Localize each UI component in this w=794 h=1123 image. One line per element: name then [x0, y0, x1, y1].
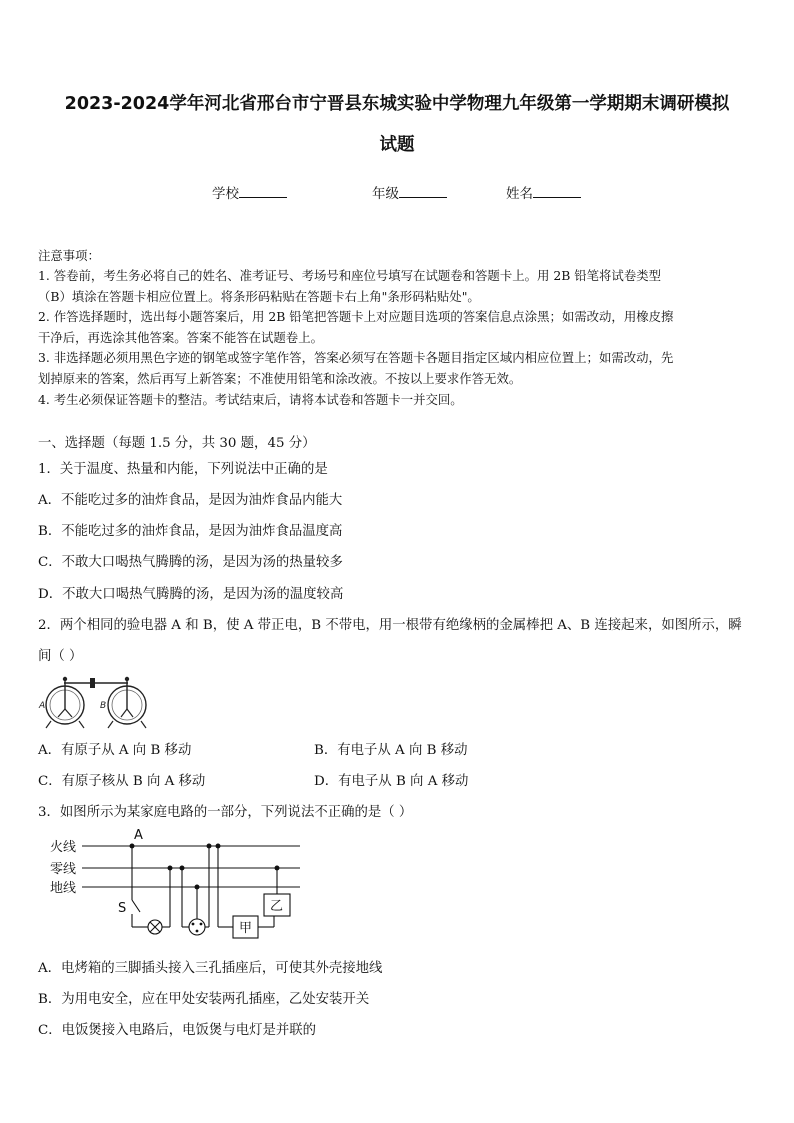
q1-stem: 1．关于温度、热量和内能，下列说法中正确的是	[38, 462, 328, 477]
q1-option-b[interactable]: B．不能吃过多的油炸食品，是因为油炸食品温度高	[38, 524, 343, 539]
section-heading: 一、选择题（每题 1.5 分，共 30 题，45 分）	[38, 436, 316, 451]
name-label: 姓名	[506, 186, 533, 202]
q2-stem: 2．两个相同的验电器 A 和 B，使 A 带正电，B 不带电，用一根带有绝缘柄的金属棒把 A、B 连接起来，如图所示，瞬	[38, 618, 742, 633]
switch-s-label: S	[118, 901, 127, 916]
electroscope-figure	[38, 673, 158, 731]
notice-heading: 注意事项：	[38, 248, 100, 263]
junction-dot	[207, 844, 212, 849]
q2-option-a[interactable]: A．有原子从 A 向 B 移动	[38, 743, 192, 758]
grade-label: 年级	[372, 186, 399, 202]
q3-option-a[interactable]: A．电烤箱的三脚插头接入三孔插座后，可使其外壳接地线	[38, 961, 383, 976]
q2-option-c[interactable]: C．有原子核从 B 向 A 移动	[38, 774, 206, 789]
household-circuit-figure	[48, 826, 304, 944]
school-blank[interactable]	[239, 184, 287, 198]
ground-wire-label: 地线	[50, 881, 77, 896]
electroscope-b	[108, 677, 146, 728]
notice-line: 划掉原来的答案，然后再写上新答案；不准使用铅笔和涂改液。不按以上要求作答无效。	[38, 371, 522, 386]
junction-dot	[130, 844, 135, 849]
junction-dot	[275, 866, 280, 871]
notice-line: 干净后，再选涂其他答案。答案不能答在试题卷上。	[38, 330, 323, 345]
electroscope-a	[46, 677, 84, 728]
junction-dot	[168, 866, 173, 871]
q1-option-a[interactable]: A．不能吃过多的油炸食品，是因为油炸食品内能大	[38, 493, 343, 508]
q1-option-d[interactable]: D．不敢大口喝热气腾腾的汤，是因为汤的温度较高	[38, 587, 344, 602]
socket-hole	[200, 923, 203, 926]
neutral-wire-label: 零线	[50, 862, 77, 877]
grade-field[interactable]	[372, 182, 447, 202]
notice-line: 2. 作答选择题时，选出每小题答案后，用 2B 铅笔把答题卡上对应题目选项的答案信息点涂黑；如需改动，用橡皮擦	[38, 309, 674, 324]
socket-hole	[192, 923, 195, 926]
point-a-label: A	[134, 828, 143, 843]
junction-dot	[216, 844, 221, 849]
switch-blade	[132, 900, 140, 912]
junction-dot	[195, 885, 200, 890]
q1-option-c[interactable]: C．不敢大口喝热气腾腾的汤，是因为汤的热量较多	[38, 555, 343, 570]
grade-blank[interactable]	[399, 184, 447, 198]
name-blank[interactable]	[533, 184, 581, 198]
electroscope-b-label: B	[100, 701, 107, 711]
notice-line: 1. 答卷前，考生务必将自己的姓名、准考证号、考场号和座位号填写在试题卷和答题卡上。用 2B 铅笔将试卷类型	[38, 268, 661, 283]
insulated-handle	[90, 678, 95, 688]
three-hole-socket	[189, 919, 205, 935]
exam-title-line1: 2023-2024学年河北省邢台市宁晋县东城实验中学物理九年级第一学期期末调研模拟	[64, 94, 730, 114]
q3-option-b[interactable]: B．为用电安全，应在甲处安装两孔插座，乙处安装开关	[38, 992, 370, 1007]
name-field[interactable]	[506, 182, 581, 202]
notice-line: （B）填涂在答题卡相应位置上。将条形码粘贴在答题卡右上角"条形码粘贴处"。	[38, 289, 480, 304]
junction-dot	[180, 866, 185, 871]
notice-line: 4. 考生必须保证答题卡的整洁。考试结束后，请将本试卷和答题卡一并交回。	[38, 392, 463, 407]
school-label: 学校	[212, 186, 239, 202]
notice-line: 3. 非选择题必须用黑色字迹的钢笔或签字笔作答，答案必须写在答题卡各题目指定区域内相应位置上；如需改动，先	[38, 350, 674, 365]
q3-stem: 3．如图所示为某家庭电路的一部分，下列说法不正确的是（ ）	[38, 805, 413, 820]
box-yi-label: 乙	[270, 899, 284, 914]
box-jia-label: 甲	[239, 921, 253, 936]
q2-option-d[interactable]: D．有电子从 B 向 A 移动	[314, 774, 469, 789]
q2-option-b[interactable]: B．有电子从 A 向 B 移动	[314, 743, 468, 758]
fire-wire-label: 火线	[50, 840, 77, 855]
school-field[interactable]	[212, 182, 287, 202]
q3-option-c[interactable]: C．电饭煲接入电路后，电饭煲与电灯是并联的	[38, 1023, 317, 1038]
socket-hole	[196, 930, 199, 933]
electroscope-a-label: A	[39, 701, 46, 711]
q2-stem-cont: 间（ ）	[38, 649, 83, 664]
exam-title-line2: 试题	[379, 135, 415, 155]
